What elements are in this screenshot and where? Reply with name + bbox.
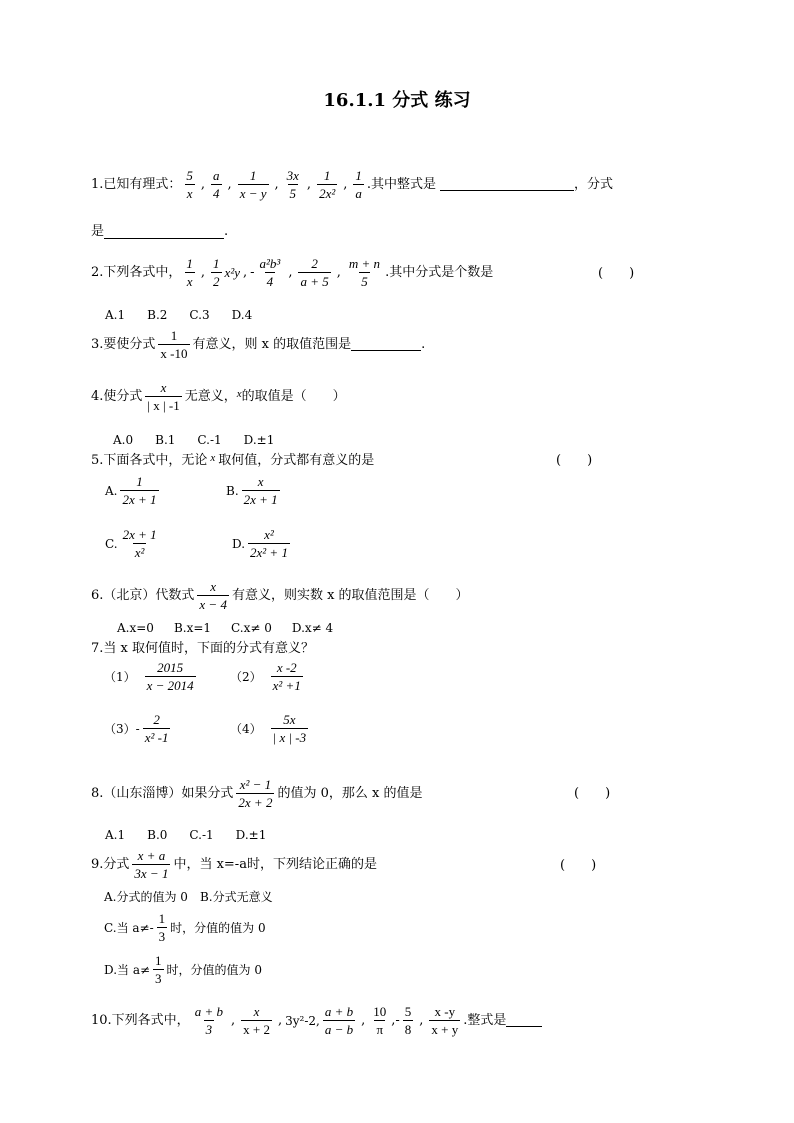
q2-term-c: $\frac{\text{a²b³}}{4}$ xyxy=(259,256,281,289)
q2-options xyxy=(105,307,274,323)
q7-part-2 xyxy=(230,660,306,693)
q5-option-c-label: C. xyxy=(105,536,118,551)
q5-option-a-label: A. xyxy=(105,483,118,498)
q9-prefix: 9.分式 xyxy=(91,856,130,872)
q1-mid: .其中整式是 xyxy=(366,176,437,192)
q6-fraction: $\frac{x}{x - 4}$ xyxy=(199,579,227,612)
q10-term-6: $\frac{5}{8}$ xyxy=(404,1004,412,1037)
q8-suffix: 的值为 0，那么 x 的值是 xyxy=(277,785,423,801)
question-3 xyxy=(91,328,425,361)
q4-var: x xyxy=(236,387,242,400)
q4-options xyxy=(113,432,296,448)
q7-part-2-label: （2） xyxy=(230,669,262,684)
q5-prefix: 5.下面各式中，无论 xyxy=(91,453,208,468)
q5-var: x xyxy=(210,452,216,464)
q5-option-b[interactable] xyxy=(226,474,283,507)
q10-suffix: .整式是 xyxy=(463,1012,507,1028)
question-1: 1.已知有理式： $\frac{5}{x}$ , $\frac{a}{4}$ , $\frac{1}{x - y}$ , $\frac{3x}{5}$ , $\frac{1}{\text{2x²}}$ , $\frac{1}{a}$ .其中整式是 ，分式 xyxy=(91,168,614,201)
q7-part-4-fraction: $\frac{5x}{| x | -3}$ xyxy=(272,712,307,745)
q2-term-b: $\frac{1}{2}$ xyxy=(213,256,220,289)
question-2: 2.下列各式中， $\frac{1}{x}$ , $\frac{1}{2}$ x²y , - $\frac{\text{a²b³}}{4}$ , $\frac{2}{a + 5}$ , $\frac{m + n}{5}$ .其中分式是个数是 xyxy=(91,256,494,289)
q5-option-a-fraction: $\frac{1}{2x + 1}$ xyxy=(122,474,157,507)
question-5 xyxy=(91,453,374,469)
q9-option-a[interactable]: A.分式的值为 0 xyxy=(104,890,188,904)
q5-answer-paren[interactable]: ( ) xyxy=(556,453,593,468)
q3-fraction: $\frac{1}{x -10}$ xyxy=(160,328,188,361)
q1-fraction-2: $\frac{a}{4}$ xyxy=(213,168,220,201)
q9-option-d-suffix: 时，分值的值为 0 xyxy=(166,962,262,977)
q8-option-c[interactable]: C.-1 xyxy=(189,828,214,842)
q6-prefix: 6.（北京）代数式 xyxy=(91,587,195,603)
q6-option-b[interactable]: B.x=1 xyxy=(173,621,212,635)
q4-fraction: $\frac{x}{| x | -1}$ xyxy=(147,380,180,413)
q10-term-1: $\frac{a + b}{3}$ xyxy=(194,1004,223,1037)
q9-options-ab xyxy=(104,889,295,905)
q6-option-c[interactable]: C.x≠ 0 xyxy=(231,621,272,635)
question-8 xyxy=(91,777,422,810)
q1-line2: 是 xyxy=(91,224,105,239)
q2-suffix: .其中分式是个数是 xyxy=(385,264,494,280)
q10-term-5: $\frac{10}{\pi}$ xyxy=(373,1004,387,1037)
q1-fraction-3: $\frac{1}{x - y}$ xyxy=(239,168,267,201)
q7-part-2-fraction: $\frac{x -2}{\text{x² +1}}$ xyxy=(272,660,301,693)
q1-fraction-5: $\frac{1}{\text{2x²}}$ xyxy=(319,168,336,201)
q5-option-d-fraction: $\frac{\text{x²}}{\text{2x² + 1}}$ xyxy=(250,527,288,560)
q7-part-1-fraction: $\frac{2015}{x - 2014}$ xyxy=(146,660,194,693)
q1-answer-blank-1[interactable] xyxy=(440,178,574,191)
q5-option-b-fraction: $\frac{x}{2x + 1}$ xyxy=(243,474,278,507)
question-9 xyxy=(91,848,377,881)
q7-part-4-label: （4） xyxy=(230,721,262,736)
q2-option-d[interactable]: D.4 xyxy=(231,308,253,322)
q2-term-b-tail: x²y xyxy=(224,264,240,280)
q1-fraction-6: $\frac{1}{a}$ xyxy=(355,168,362,201)
q9-option-d-prefix: D.当 a≠ xyxy=(104,962,151,977)
q10-term-2: $\frac{x}{x + 2}$ xyxy=(243,1004,270,1037)
q4-option-c[interactable]: C.-1 xyxy=(197,433,222,447)
q5-suffix: 取何值，分式都有意义的是 xyxy=(218,453,375,468)
q5-option-b-label: B. xyxy=(226,483,239,498)
q7-prefix: 7.当 x 取何值时，下面的分式有意义？ xyxy=(91,641,314,656)
q4-option-b[interactable]: B.1 xyxy=(155,433,176,447)
q1-prefix: 1.已知有理式： xyxy=(91,176,182,192)
q5-option-c-fraction: $\frac{2x + 1}{\text{x²}}$ xyxy=(122,527,157,560)
q2-option-b[interactable]: B.2 xyxy=(147,308,168,322)
q8-option-b[interactable]: B.0 xyxy=(147,828,168,842)
question-10: 10.下列各式中， $\frac{a + b}{3}$ , $\frac{x}{x + 2}$ , 3y²-2, $\frac{a + b}{a - b}$ , $\frac{10}{\pi}$ ,- $\frac{5}{8}$ , $\frac{x -y}{x + y}$ .整式是 xyxy=(91,1004,542,1037)
q10-prefix: 10.下列各式中， xyxy=(91,1012,190,1028)
q2-term-e: $\frac{m + n}{5}$ xyxy=(348,256,381,289)
q10-term-4: $\frac{a + b}{a - b}$ xyxy=(324,1004,354,1037)
q9-option-c-suffix: 时，分值的值为 0 xyxy=(170,920,266,935)
q4-prefix: 4.使分式 xyxy=(91,388,143,404)
page-title: 16.1.1 分式 练习 xyxy=(323,90,471,111)
q4-suffix-b: 的取值是（ ） xyxy=(241,388,346,404)
q10-answer-blank[interactable] xyxy=(506,1014,542,1027)
q8-option-a[interactable]: A.1 xyxy=(105,828,126,842)
q3-answer-blank[interactable] xyxy=(351,338,421,351)
question-7 xyxy=(91,641,314,657)
q3-suffix: 有意义，则 x 的取值范围是 xyxy=(192,336,352,352)
q9-option-d-fraction: $\frac{1}{3}$ xyxy=(155,953,162,986)
q2-term-c-sign: - xyxy=(250,264,255,280)
q1-answer-blank-2[interactable] xyxy=(104,226,224,239)
q2-term-d: $\frac{2}{a + 5}$ xyxy=(300,256,329,289)
question-1-line-2: 是 . xyxy=(91,224,229,239)
q7-part-3 xyxy=(104,712,173,745)
q9-fraction: $\frac{x + a}{3x - 1}$ xyxy=(134,848,169,881)
question-4 xyxy=(91,380,346,413)
q9-option-d[interactable] xyxy=(104,953,262,986)
q7-part-1-label: （1） xyxy=(104,669,136,684)
q6-option-d[interactable]: D.x≠ 4 xyxy=(291,621,334,635)
q6-option-a[interactable]: A.x=0 xyxy=(117,621,154,635)
q7-part-3-fraction: $\frac{2}{\text{x² -1}}$ xyxy=(144,712,169,745)
q8-options xyxy=(105,827,288,843)
q7-part-3-label: （3）- xyxy=(104,721,140,736)
q4-option-d[interactable]: D.±1 xyxy=(243,433,275,447)
q2-answer-paren[interactable]: ( ) xyxy=(598,266,635,281)
q8-prefix: 8.（山东淄博）如果分式 xyxy=(91,785,234,801)
q8-option-d[interactable]: D.±1 xyxy=(235,828,267,842)
q3-end: . xyxy=(421,336,426,352)
q5-option-d[interactable] xyxy=(232,527,293,560)
q9-option-c-prefix: C.当 a≠- xyxy=(104,920,154,935)
q9-option-c-fraction: $\frac{1}{3}$ xyxy=(158,911,166,944)
q5-option-c[interactable] xyxy=(105,527,162,560)
q1-fraction-1: $\frac{5}{x}$ xyxy=(186,168,193,201)
q5-option-d-label: D. xyxy=(232,536,246,551)
q3-prefix: 3.要使分式 xyxy=(91,336,156,352)
q5-option-a[interactable] xyxy=(105,474,162,507)
q7-part-1 xyxy=(104,660,199,693)
q6-options xyxy=(117,620,353,636)
question-6 xyxy=(91,579,469,612)
q9-suffix: 中，当 x=-a时，下列结论正确的是 xyxy=(173,856,377,872)
q10-term-7: $\frac{x -y}{x + y}$ xyxy=(431,1004,459,1037)
q10-term-3: 3y²-2, xyxy=(285,1013,320,1028)
q1-suffix: ，分式 xyxy=(574,176,614,192)
q9-option-b[interactable]: B.分式无意义 xyxy=(199,890,273,904)
q2-option-a[interactable]: A.1 xyxy=(105,308,126,322)
q4-suffix-a: 无意义， xyxy=(184,388,237,404)
q8-answer-paren[interactable]: ( ) xyxy=(574,786,611,801)
q1-fraction-4: $\frac{3x}{5}$ xyxy=(286,168,299,201)
q4-option-a[interactable]: A.0 xyxy=(113,433,134,447)
q7-part-4 xyxy=(230,712,311,745)
q2-term-a: $\frac{1}{x}$ xyxy=(186,256,193,289)
q9-answer-paren[interactable]: ( ) xyxy=(560,858,597,873)
q6-suffix: 有意义，则实数 x 的取值范围是（ ） xyxy=(231,587,469,603)
q2-prefix: 2.下列各式中， xyxy=(91,264,182,280)
q8-fraction: $\frac{\text{x² − 1}}{2x + 2}$ xyxy=(238,777,273,810)
q10-term-6-sign: ,- xyxy=(391,1012,400,1028)
q9-option-c[interactable] xyxy=(104,911,266,944)
q2-option-c[interactable]: C.3 xyxy=(189,308,210,322)
